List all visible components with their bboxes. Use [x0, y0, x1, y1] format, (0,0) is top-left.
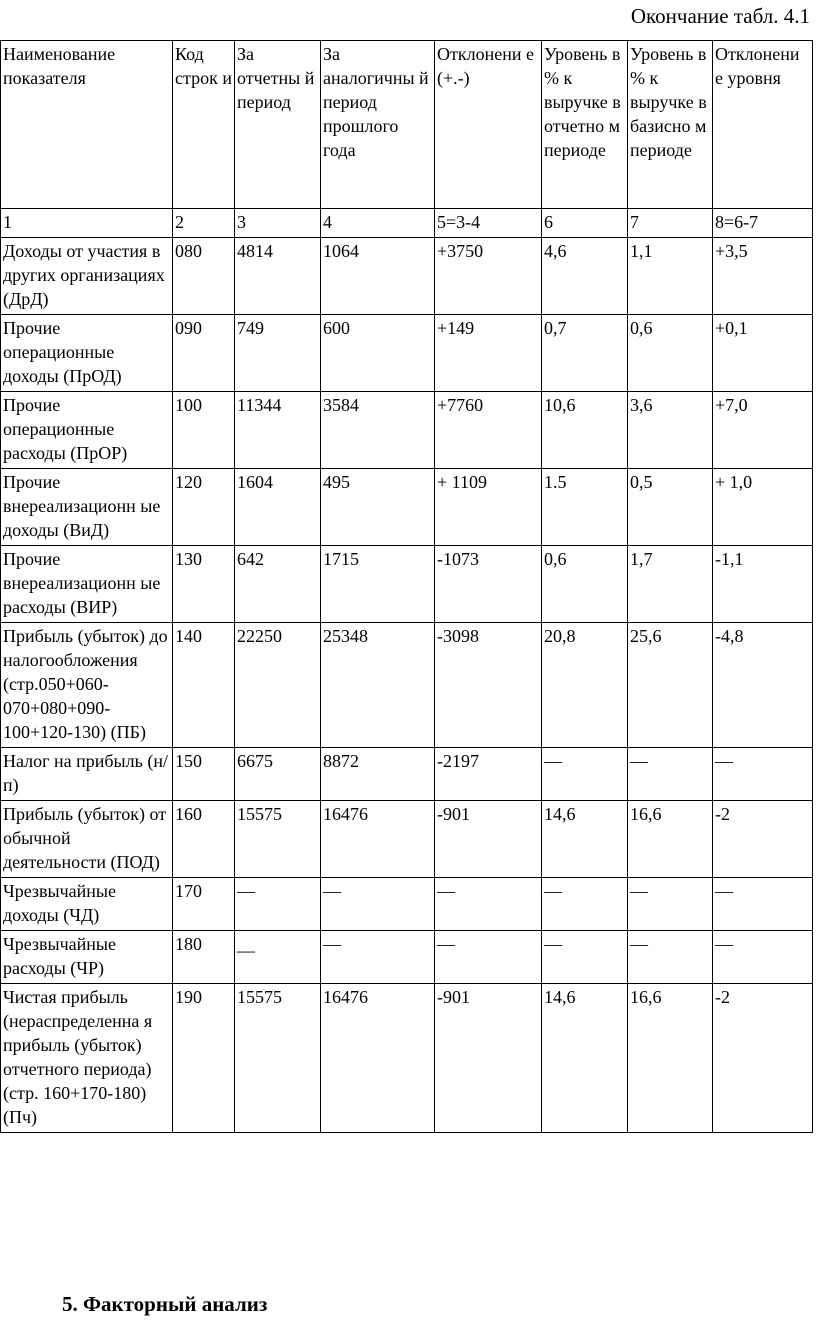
- previous-period-cell: 600: [321, 315, 435, 392]
- indicator-name-cell: Чистая прибыль (нераспределенна я прибыль (убыток) отчетного периода) (стр. 160+170-180) (Пч): [1, 984, 173, 1133]
- row-code-cell: 180: [173, 931, 235, 984]
- column-number: 5=3-4: [435, 209, 542, 238]
- current-period-cell: 1604: [235, 469, 321, 546]
- column-number: 1: [1, 209, 173, 238]
- row-code-cell: 150: [173, 748, 235, 801]
- row-code-cell: 190: [173, 984, 235, 1133]
- column-header: За аналогичны й период прошлого года: [321, 41, 435, 209]
- deviation-cell: +7760: [435, 392, 542, 469]
- base-level-cell: 16,6: [628, 801, 713, 878]
- current-level-cell: —: [542, 931, 628, 984]
- column-header: Уровень в % к выручке в базисно м периоде: [628, 41, 713, 209]
- deviation-cell: +149: [435, 315, 542, 392]
- row-code-cell: 160: [173, 801, 235, 878]
- section-heading: 5. Факторный анализ: [62, 1292, 268, 1316]
- base-level-cell: —: [628, 878, 713, 931]
- deviation-cell: -901: [435, 984, 542, 1133]
- current-period-cell: 22250: [235, 623, 321, 748]
- table-row: [1, 748, 813, 801]
- current-period-cell: 15575: [235, 984, 321, 1133]
- indicator-name-cell: Прочие внереализационн ые доходы (ВиД): [1, 469, 173, 546]
- level-deviation-cell: —: [713, 748, 813, 801]
- previous-period-cell: 1064: [321, 238, 435, 315]
- table-row: [1, 238, 813, 315]
- base-level-cell: 1,1: [628, 238, 713, 315]
- base-level-cell: 1,7: [628, 546, 713, 623]
- base-level-cell: —: [628, 748, 713, 801]
- current-level-cell: 20,8: [542, 623, 628, 748]
- current-period-cell: 11344: [235, 392, 321, 469]
- current-period-cell: 6675: [235, 748, 321, 801]
- indicator-name-cell: Прибыль (убыток) до налогообложения (стр.050+060- 070+080+090- 100+120-130) (ПБ): [1, 623, 173, 748]
- indicator-name-cell: Доходы от участия в других организациях (ДрД): [1, 238, 173, 315]
- current-level-cell: 10,6: [542, 392, 628, 469]
- indicator-name-cell: Прочие внереализационн ые расходы (ВИР): [1, 546, 173, 623]
- level-deviation-cell: —: [713, 931, 813, 984]
- current-period-cell: 749: [235, 315, 321, 392]
- deviation-cell: -901: [435, 801, 542, 878]
- table-row: [1, 546, 813, 623]
- base-level-cell: 25,6: [628, 623, 713, 748]
- row-code-cell: 080: [173, 238, 235, 315]
- level-deviation-cell: +0,1: [713, 315, 813, 392]
- deviation-cell: —: [435, 931, 542, 984]
- current-period-cell: __: [235, 931, 321, 984]
- current-level-cell: 1.5: [542, 469, 628, 546]
- current-level-cell: 0,7: [542, 315, 628, 392]
- indicator-name-cell: Чрезвычайные расходы (ЧР): [1, 931, 173, 984]
- table-row: [1, 315, 813, 392]
- indicators-table: [0, 40, 813, 1133]
- table-row: [1, 801, 813, 878]
- base-level-cell: —: [628, 931, 713, 984]
- current-level-cell: —: [542, 748, 628, 801]
- level-deviation-cell: -1,1: [713, 546, 813, 623]
- current-period-cell: 4814: [235, 238, 321, 315]
- column-header: Код строк и: [173, 41, 235, 209]
- row-code-cell: 120: [173, 469, 235, 546]
- previous-period-cell: 3584: [321, 392, 435, 469]
- current-level-cell: 14,6: [542, 801, 628, 878]
- column-header: Наименование показателя: [1, 41, 173, 209]
- indicator-name-cell: Чрезвычайные доходы (ЧД): [1, 878, 173, 931]
- indicator-name-cell: Прочие операционные расходы (ПрОР): [1, 392, 173, 469]
- base-level-cell: 16,6: [628, 984, 713, 1133]
- previous-period-cell: 16476: [321, 801, 435, 878]
- level-deviation-cell: +7,0: [713, 392, 813, 469]
- table-row: [1, 392, 813, 469]
- level-deviation-cell: -2: [713, 801, 813, 878]
- table-header-row: [1, 41, 813, 209]
- current-period-cell: 642: [235, 546, 321, 623]
- level-deviation-cell: +3,5: [713, 238, 813, 315]
- table-row: [1, 984, 813, 1133]
- indicator-name-cell: Прибыль (убыток) от обычной деятельности (ПОД): [1, 801, 173, 878]
- current-level-cell: 4,6: [542, 238, 628, 315]
- row-code-cell: 170: [173, 878, 235, 931]
- deviation-cell: —: [435, 878, 542, 931]
- level-deviation-cell: -4,8: [713, 623, 813, 748]
- column-number: 6: [542, 209, 628, 238]
- column-number: 4: [321, 209, 435, 238]
- column-number: 8=6-7: [713, 209, 813, 238]
- table-body: [1, 238, 813, 1133]
- current-level-cell: 0,6: [542, 546, 628, 623]
- current-level-cell: 14,6: [542, 984, 628, 1133]
- deviation-cell: + 1109: [435, 469, 542, 546]
- previous-period-cell: 1715: [321, 546, 435, 623]
- level-deviation-cell: + 1,0: [713, 469, 813, 546]
- column-number: 7: [628, 209, 713, 238]
- base-level-cell: 0,5: [628, 469, 713, 546]
- previous-period-cell: 25348: [321, 623, 435, 748]
- table-row: [1, 623, 813, 748]
- previous-period-cell: 16476: [321, 984, 435, 1133]
- row-code-cell: 100: [173, 392, 235, 469]
- row-code-cell: 130: [173, 546, 235, 623]
- column-header: За отчетны й период: [235, 41, 321, 209]
- column-header: Уровень в % к выручке в отчетно м периоде: [542, 41, 628, 209]
- deviation-cell: +3750: [435, 238, 542, 315]
- level-deviation-cell: —: [713, 878, 813, 931]
- base-level-cell: 0,6: [628, 315, 713, 392]
- row-code-cell: 090: [173, 315, 235, 392]
- table-row: [1, 931, 813, 984]
- indicator-name-cell: Прочие операционные доходы (ПрОД): [1, 315, 173, 392]
- deviation-cell: -3098: [435, 623, 542, 748]
- deviation-cell: -2197: [435, 748, 542, 801]
- table-row: [1, 878, 813, 931]
- current-period-cell: 15575: [235, 801, 321, 878]
- indicator-name-cell: Налог на прибыль (н/п): [1, 748, 173, 801]
- row-code-cell: 140: [173, 623, 235, 748]
- column-number: 2: [173, 209, 235, 238]
- previous-period-cell: 8872: [321, 748, 435, 801]
- current-level-cell: —: [542, 878, 628, 931]
- level-deviation-cell: -2: [713, 984, 813, 1133]
- column-numbering-row: [1, 209, 813, 238]
- table-caption: Окончание табл. 4.1: [630, 4, 810, 28]
- column-header: Отклонени е уровня: [713, 41, 813, 209]
- table-row: [1, 469, 813, 546]
- previous-period-cell: —: [321, 878, 435, 931]
- base-level-cell: 3,6: [628, 392, 713, 469]
- previous-period-cell: —: [321, 931, 435, 984]
- previous-period-cell: 495: [321, 469, 435, 546]
- column-header: Отклонени е (+.-): [435, 41, 542, 209]
- deviation-cell: -1073: [435, 546, 542, 623]
- column-number: 3: [235, 209, 321, 238]
- current-period-cell: —: [235, 878, 321, 931]
